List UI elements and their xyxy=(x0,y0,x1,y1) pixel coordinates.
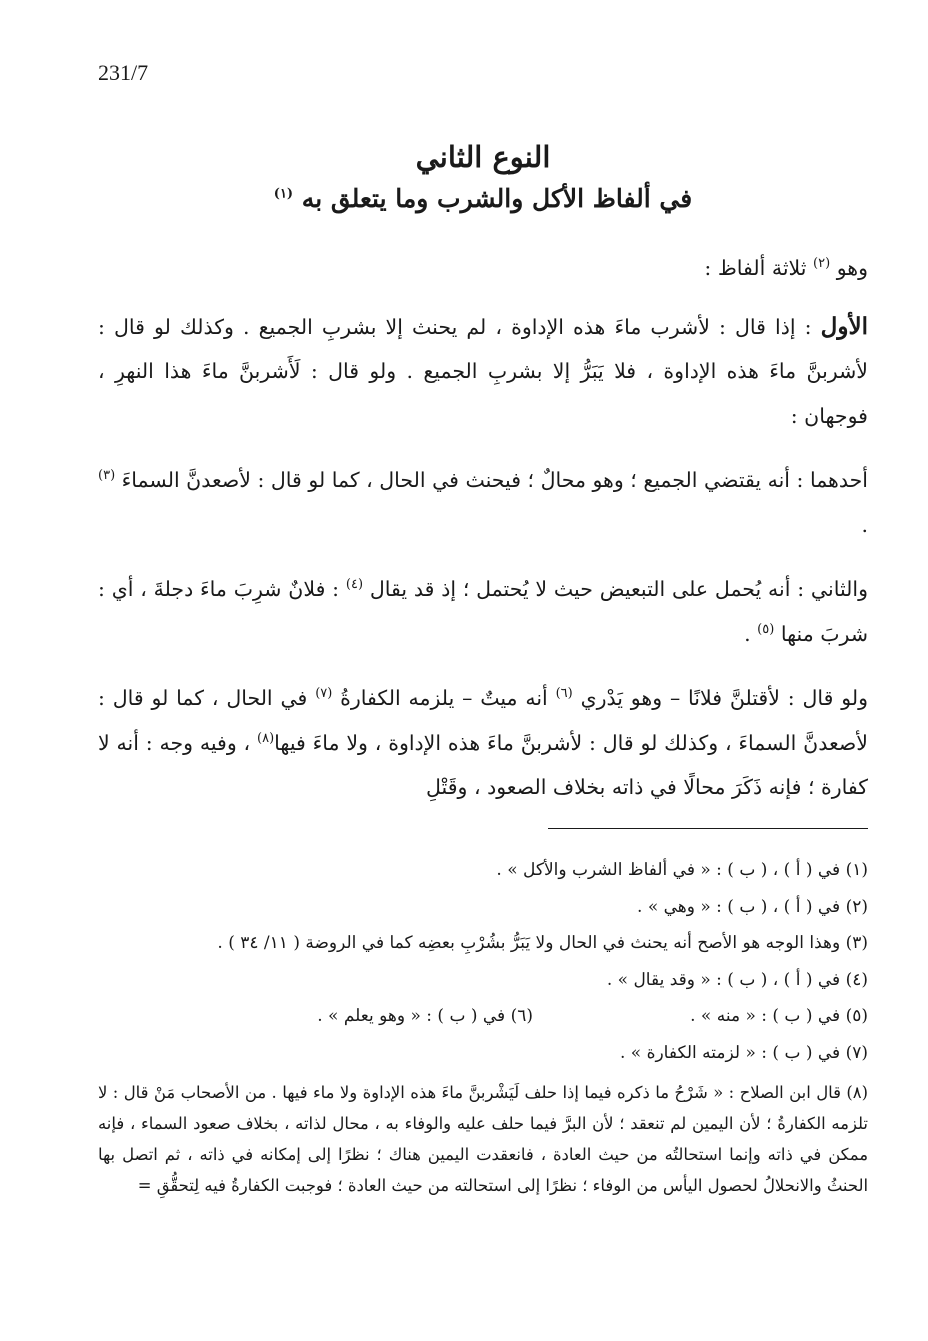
text-run: في الحال ، كما لو قال : لأصعدنَّ السماءَ ، وكذلك لو قال : لأشربنَّ ماءَ هذه الإداوة ، ولا ماءَ فيها xyxy=(98,686,868,755)
footnote-ref: (١) xyxy=(273,186,294,202)
chapter-title: النوع الثاني xyxy=(415,140,551,174)
text-run: . xyxy=(744,621,758,646)
text-run: ولو قال : لأقتلنَّ فلانًا – وهو يَدْري xyxy=(580,686,868,710)
text-run: : إذا قال : لأشرب ماءَ هذه الإداوة ، لم يحنث إلا بشربِ الجميع . وكذلك لو قال : لأشربنَّ ماءَ هذه الإداوة ، فلا يَبَرُّ إلا بشربِ الجميع . ولو قال : لَأَشربنَّ ماءَ هذا النهرِ ، فوجهان : xyxy=(98,314,868,428)
footnote-5: (٥) في ( ب ) : « منه » . xyxy=(690,1006,868,1026)
footnote-ref: (٢) xyxy=(813,256,831,272)
footnote-7: (٧) في ( ب ) : « لزمته الكفارة » . xyxy=(619,1042,868,1063)
page-number: 231/7 xyxy=(98,60,149,85)
footnote-ref: (٤) xyxy=(345,577,364,593)
lead-word: الأول xyxy=(820,312,868,340)
footnotes xyxy=(98,852,868,1201)
footnote-ref: (٣) xyxy=(98,468,116,484)
paragraph-killing xyxy=(98,676,868,810)
text-run: والثاني : أنه يُحمل على التبعيض حيث لا يُحتمل ؛ إذ قد يقال xyxy=(369,577,868,601)
footnote-separator xyxy=(548,828,868,829)
footnote-ref: (٦) xyxy=(555,686,573,702)
chapter-subtitle xyxy=(98,184,868,213)
text-run: : فلانٌ شرِبَ ماءَ دجلةَ ، أي : شربَ منها xyxy=(98,577,868,646)
footnote-3: (٣) وهذا الوجه هو الأصح أنه يحنث في الحال ولا يَبَرُّ بشُرْبِ بعضِه كما في الروضة ( ١١/ ٣٤ ) . xyxy=(217,933,868,953)
footnote-2: (٢) في ( أ ) ، ( ب ) : « وهي » . xyxy=(637,896,868,917)
footnote-8: (٨) قال ابن الصلاح : « شَرْحُ ما ذكره فيما إذا حلف لَيَشْربنَّ ماءَ هذه الإداوة ولا ماء فيها . من الأصحاب مَنْ قال : لا تلزمه الكفارةُ ؛ لأن اليمين لم تنعقد ؛ لأن البرَّ فيما حلف عليه والوفاء به ، محال لذاته ، بخلاف صعود السماء ، فإنه ممكن في ذاته وإنما استحالتُه من حيث العادة ، فانعقدت اليمين هناك ؛ نظرًا إلى إمكانه في ذاته ، ثم اتصل بها الحنثُ والانحلالُ لحصول اليأس من الوفاء ؛ نظرًا إلى استحالته من حيث العادة ؛ فوجبت الكفارةُ فيه لِتحقُّقِ = xyxy=(98,1083,868,1195)
paragraph-first xyxy=(98,305,868,439)
footnote-6: (٦) في ( ب ) : « وهو يعلم » . xyxy=(317,1006,533,1026)
intro-paragraph xyxy=(98,246,868,291)
text-run: وهو xyxy=(836,256,868,280)
footnote-ref: (٧) xyxy=(315,686,333,702)
main-text xyxy=(98,246,868,830)
text-run: . xyxy=(861,512,868,537)
footnote-row xyxy=(98,998,868,1035)
footnote-ref: (٥) xyxy=(757,621,775,637)
paragraph-second-option xyxy=(98,567,868,656)
text-run: ، وفيه وجه : أنه لا كفارة ؛ فإنه ذَكَرَ محالًا في ذاته بخلاف الصعود ، وقَتْلِ xyxy=(98,730,868,799)
paragraph-first-option xyxy=(98,458,868,547)
footnote-ref: (٨) xyxy=(257,730,275,746)
footnote-4: (٤) في ( أ ) ، ( ب ) : « وقد يقال » . xyxy=(606,969,868,990)
chapter-subtitle-text: في ألفاظ الأكل والشرب وما يتعلق به xyxy=(301,184,693,213)
text-run: أحدهما : أنه يقتضي الجميع ؛ وهو محالٌ ؛ فيحنث في الحال ، كما لو قال : لأصعدنَّ السماءَ xyxy=(121,468,868,492)
text-run: ثلاثة ألفاظ : xyxy=(704,256,814,280)
text-run: أنه ميتٌ – يلزمه الكفارةُ xyxy=(340,686,556,710)
footnote-1: (١) في ( أ ) ، ( ب ) : « في ألفاظ الشرب والأكل » . xyxy=(496,860,868,880)
